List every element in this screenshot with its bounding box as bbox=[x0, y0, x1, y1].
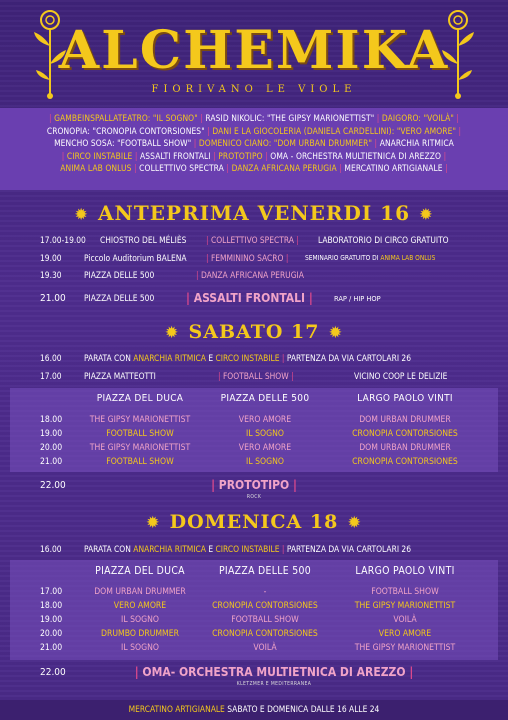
artist-item: RASID NIKOLIC: "THE GIPSY MARIONETTIST" bbox=[205, 113, 375, 123]
grid-cell: FOOTBALL SHOW bbox=[106, 457, 174, 467]
artist-item: DANI E LA GIOCOLERIA (DANIELA CARDELLINI): "VERO AMORE" bbox=[212, 125, 457, 136]
column-header: PIAZZA DELLE 500 bbox=[219, 565, 311, 577]
text-label: E bbox=[208, 353, 214, 363]
artist-item: DANZA AFRICANA PERUGIA bbox=[231, 163, 337, 174]
time-label: 18.00 bbox=[40, 601, 63, 611]
grid-cell: IL SOGNO bbox=[121, 615, 159, 625]
time-label: 17.00 bbox=[40, 371, 62, 381]
star-icon: ✹ bbox=[146, 515, 160, 531]
time-label: 21.00 bbox=[40, 293, 66, 304]
grid-cell: CRONOPIA CONTORSIONES bbox=[352, 429, 458, 439]
grid-row bbox=[0, 443, 508, 457]
poster-subtitle: FIORIVANO LE VIOLE bbox=[151, 84, 357, 95]
grid-cell: VERO AMORE bbox=[378, 629, 432, 639]
column-header: PIAZZA DEL DUCA bbox=[95, 565, 185, 577]
act-label: CIRCO INSTABILE bbox=[215, 544, 280, 554]
time-label: 20.00 bbox=[40, 443, 63, 453]
artists-line: ANIMA LAB ONLUS | COLLETTIVO SPECTRA | DANZA AFRICANA PERUGIA | MERCATINO ARTIGIANALE | bbox=[60, 163, 448, 174]
footer-note bbox=[0, 700, 508, 720]
place-label: PIAZZA DELLE 500 bbox=[84, 293, 155, 303]
footer-highlight: MERCATINO ARTIGIANALE bbox=[128, 704, 225, 714]
artist-item: PROTOTIPO bbox=[218, 150, 263, 161]
schedule-row: 16.00 PARATA CON ANARCHIA RITMICA E CIRCO INSTABILE | PARTENZA DA VIA CARTOLARI 26 bbox=[40, 353, 412, 363]
grid-cell: THE GIPSY MARIONETTIST bbox=[89, 415, 191, 425]
artist-item: ANARCHIA RITMICA bbox=[379, 138, 454, 149]
note-label: PARTENZA DA VIA CARTOLARI 26 bbox=[286, 544, 412, 554]
grid-row bbox=[0, 429, 508, 443]
place-label: Piccolo Auditorium BALENA bbox=[84, 253, 187, 263]
grid-cell: VERO AMORE bbox=[113, 601, 167, 611]
artist-item: CIRCO INSTABILE bbox=[66, 150, 133, 161]
artists-line: | CIRCO INSTABILE | ASSALTI FRONTALI | PROTOTIPO | OMA - ORCHESTRA MULTIETNICA DI AREZZO | bbox=[61, 150, 447, 161]
time-label: 19.00 bbox=[40, 253, 62, 263]
grid-cell: CRONOPIA CONTORSIONES bbox=[212, 601, 318, 611]
genre-label: RAP / HIP HOP bbox=[334, 294, 381, 303]
act-label: COLLETTIVO SPECTRA bbox=[210, 235, 294, 245]
time-label: 21.00 bbox=[40, 643, 63, 653]
headliner-act: PROTOTIPO bbox=[218, 478, 290, 492]
act-label: DANZA AFRICANA PERUGIA bbox=[200, 270, 304, 280]
column-header: LARGO PAOLO VINTI bbox=[357, 393, 453, 404]
grid-cell: IL SOGNO bbox=[246, 429, 284, 439]
time-label: 16.00 bbox=[40, 544, 62, 554]
time-label: 18.00 bbox=[40, 415, 63, 425]
act-label: ANARCHIA RITMICA bbox=[133, 544, 206, 554]
time-label: 19.00 bbox=[40, 615, 63, 625]
grid-cell: - bbox=[263, 587, 267, 597]
act-label: CIRCO INSTABILE bbox=[215, 353, 280, 363]
grid-row bbox=[0, 457, 508, 471]
grid-row bbox=[0, 587, 508, 601]
genre-label: KLETZMER E MEDITERRANEA bbox=[236, 681, 312, 687]
note-label: VICINO COOP LE DELIZIE bbox=[354, 371, 448, 381]
text-label: PARATA CON bbox=[84, 544, 131, 554]
grid-cell: FOOTBALL SHOW bbox=[371, 587, 439, 597]
section-heading-saturday bbox=[0, 321, 508, 343]
artists-list bbox=[0, 108, 508, 190]
grid-row bbox=[0, 601, 508, 615]
schedule-row: 17.00 PIAZZA MATTEOTTI | FOOTBALL SHOW | VICINO COOP LE DELIZIE bbox=[40, 371, 448, 381]
text-label: E bbox=[208, 544, 214, 554]
artists-line: CRONOPIA: "CRONOPIA CONTORSIONES" | DANI E LA GIOCOLERIA (DANIELA CARDELLINI): "VERO AMORE" | bbox=[46, 125, 462, 136]
note-label: SEMINARIO GRATUITO DI bbox=[305, 254, 379, 262]
grid-cell: DOM URBAN DRUMMER bbox=[359, 415, 451, 425]
artists-line: MENCHO SOSA: "FOOTBALL SHOW" | DOMENICO CIANO: "DOM URBAN DRUMMER" | ANARCHIA RITMICA bbox=[54, 138, 454, 149]
grid-cell: CRONOPIA CONTORSIONES bbox=[212, 629, 318, 639]
column-header: PIAZZA DELLE 500 bbox=[220, 393, 310, 404]
grid-cell: VERO AMORE bbox=[238, 443, 292, 453]
artist-item: COLLETTIVO SPECTRA bbox=[139, 163, 224, 174]
headliner-act: ASSALTI FRONTALI bbox=[193, 291, 306, 305]
grid-row bbox=[0, 629, 508, 643]
grid-row bbox=[0, 615, 508, 629]
grid-cell: THE GIPSY MARIONETTIST bbox=[89, 443, 191, 453]
time-label: 21.00 bbox=[40, 457, 63, 467]
headliner-sunday: | OMA- ORCHESTRA MULTIETNICA DI AREZZO | bbox=[134, 665, 414, 679]
grid-row bbox=[0, 415, 508, 429]
grid-cell: IL SOGNO bbox=[246, 457, 284, 467]
section-heading-text: ANTEPRIMA VENERDI 16 bbox=[98, 201, 410, 225]
grid-cell: DOM URBAN DRUMMER bbox=[359, 443, 451, 453]
artist-item: MENCHO SOSA: "FOOTBALL SHOW" bbox=[54, 138, 192, 149]
note-label: PARTENZA DA VIA CARTOLARI 26 bbox=[286, 353, 412, 363]
section-heading-text: DOMENICA 18 bbox=[169, 511, 339, 533]
act-label: ANARCHIA RITMICA bbox=[133, 353, 206, 363]
schedule-row: 16.00 PARATA CON ANARCHIA RITMICA E CIRCO INSTABILE | PARTENZA DA VIA CARTOLARI 26 bbox=[40, 544, 412, 554]
time-label: 22.00 bbox=[40, 480, 66, 491]
time-label: 17.00 bbox=[40, 587, 63, 597]
grid-cell: VOILÀ bbox=[253, 643, 277, 653]
act-label: FEMMININO SACRO bbox=[210, 253, 284, 263]
grid-cell: CRONOPIA CONTORSIONES bbox=[352, 457, 458, 467]
grid-cell: DOM URBAN DRUMMER bbox=[94, 587, 186, 597]
artist-item: GAMBEINSPALLATEATRO: "IL SOGNO" bbox=[54, 113, 198, 123]
genre-label: ROCK bbox=[246, 494, 262, 500]
grid-cell: DRUMBO DRUMMER bbox=[101, 629, 179, 639]
artist-item: ASSALTI FRONTALI bbox=[140, 150, 211, 161]
note-label: LABORATORIO DI CIRCO GRATUITO bbox=[318, 235, 449, 245]
grid-cell: THE GIPSY MARIONETTIST bbox=[354, 601, 456, 611]
section-heading-sunday bbox=[0, 511, 508, 533]
artist-item: DAIGORO: "VOILÀ" bbox=[381, 113, 454, 123]
grid-cell: VOILÀ bbox=[393, 615, 417, 625]
place-label: PIAZZA DELLE 500 bbox=[84, 270, 155, 280]
time-label: 16.00 bbox=[40, 353, 62, 363]
poster-title: ALCHEMIKA bbox=[58, 20, 450, 81]
place-label: CHIOSTRO DEL MÉLIÈS bbox=[100, 235, 187, 245]
section-heading-text: SABATO 17 bbox=[188, 321, 320, 343]
grid-cell: VERO AMORE bbox=[238, 415, 292, 425]
schedule-row: 17.00-19.00 CHIOSTRO DEL MÉLIÈS | COLLETTIVO SPECTRA | LABORATORIO DI CIRCO GRATUITO bbox=[40, 235, 449, 245]
schedule-row: 21.00 PIAZZA DELLE 500 | ASSALTI FRONTALI | RAP / HIP HOP bbox=[40, 291, 381, 305]
column-header: LARGO PAOLO VINTI bbox=[355, 565, 455, 577]
star-icon: ✹ bbox=[165, 325, 179, 341]
time-label: 17.00-19.00 bbox=[40, 235, 86, 245]
artist-item: OMA - ORCHESTRA MULTIETNICA DI AREZZO bbox=[270, 150, 442, 161]
star-icon: ✹ bbox=[75, 206, 89, 223]
headliner-act: OMA- ORCHESTRA MULTIETNICA DI AREZZO bbox=[142, 665, 406, 679]
artist-item: ANIMA LAB ONLUS bbox=[60, 163, 132, 174]
footer-text: SABATO E DOMENICA DALLE 16 ALLE 24 bbox=[227, 704, 380, 714]
column-header: PIAZZA DEL DUCA bbox=[96, 393, 184, 404]
schedule-row: 19.30 PIAZZA DELLE 500 | DANZA AFRICANA PERUGIA bbox=[40, 270, 304, 280]
grid-cell: FOOTBALL SHOW bbox=[106, 429, 174, 439]
place-label: PIAZZA MATTEOTTI bbox=[84, 371, 156, 381]
time-label: 19.30 bbox=[40, 270, 62, 280]
schedule-row: 19.00 Piccolo Auditorium BALENA | FEMMININO SACRO | SEMINARIO GRATUITO DI ANIMA LAB ONLUS bbox=[40, 253, 436, 263]
artist-item: MERCATINO ARTIGIANALE bbox=[344, 163, 443, 174]
time-label: 20.00 bbox=[40, 629, 63, 639]
note-label: ANIMA LAB ONLUS bbox=[380, 254, 436, 262]
text-label: PARATA CON bbox=[84, 353, 131, 363]
artist-item: DOMENICO CIANO: "DOM URBAN DRUMMER" bbox=[198, 138, 373, 149]
grid-cell: THE GIPSY MARIONETTIST bbox=[354, 643, 456, 653]
star-icon: ✹ bbox=[419, 206, 433, 223]
time-label: 19.00 bbox=[40, 429, 63, 439]
grid-cell: FOOTBALL SHOW bbox=[231, 615, 299, 625]
grid-row bbox=[0, 643, 508, 657]
grid-cell: IL SOGNO bbox=[121, 643, 159, 653]
artist-item: CRONOPIA: "CRONOPIA CONTORSIONES" bbox=[46, 125, 205, 136]
act-label: FOOTBALL SHOW bbox=[222, 371, 289, 381]
poster-header bbox=[0, 0, 508, 108]
time-label: 22.00 bbox=[40, 667, 66, 678]
star-icon: ✹ bbox=[329, 325, 343, 341]
headliner-saturday: | PROTOTIPO | bbox=[211, 478, 297, 492]
star-icon: ✹ bbox=[348, 515, 362, 531]
section-heading-friday bbox=[0, 201, 508, 225]
artists-line: | GAMBEINSPALLATEATRO: "IL SOGNO" | RASID NIKOLIC: "THE GIPSY MARIONETTIST" | DAIGORO: "VOILÀ" | bbox=[48, 113, 460, 123]
